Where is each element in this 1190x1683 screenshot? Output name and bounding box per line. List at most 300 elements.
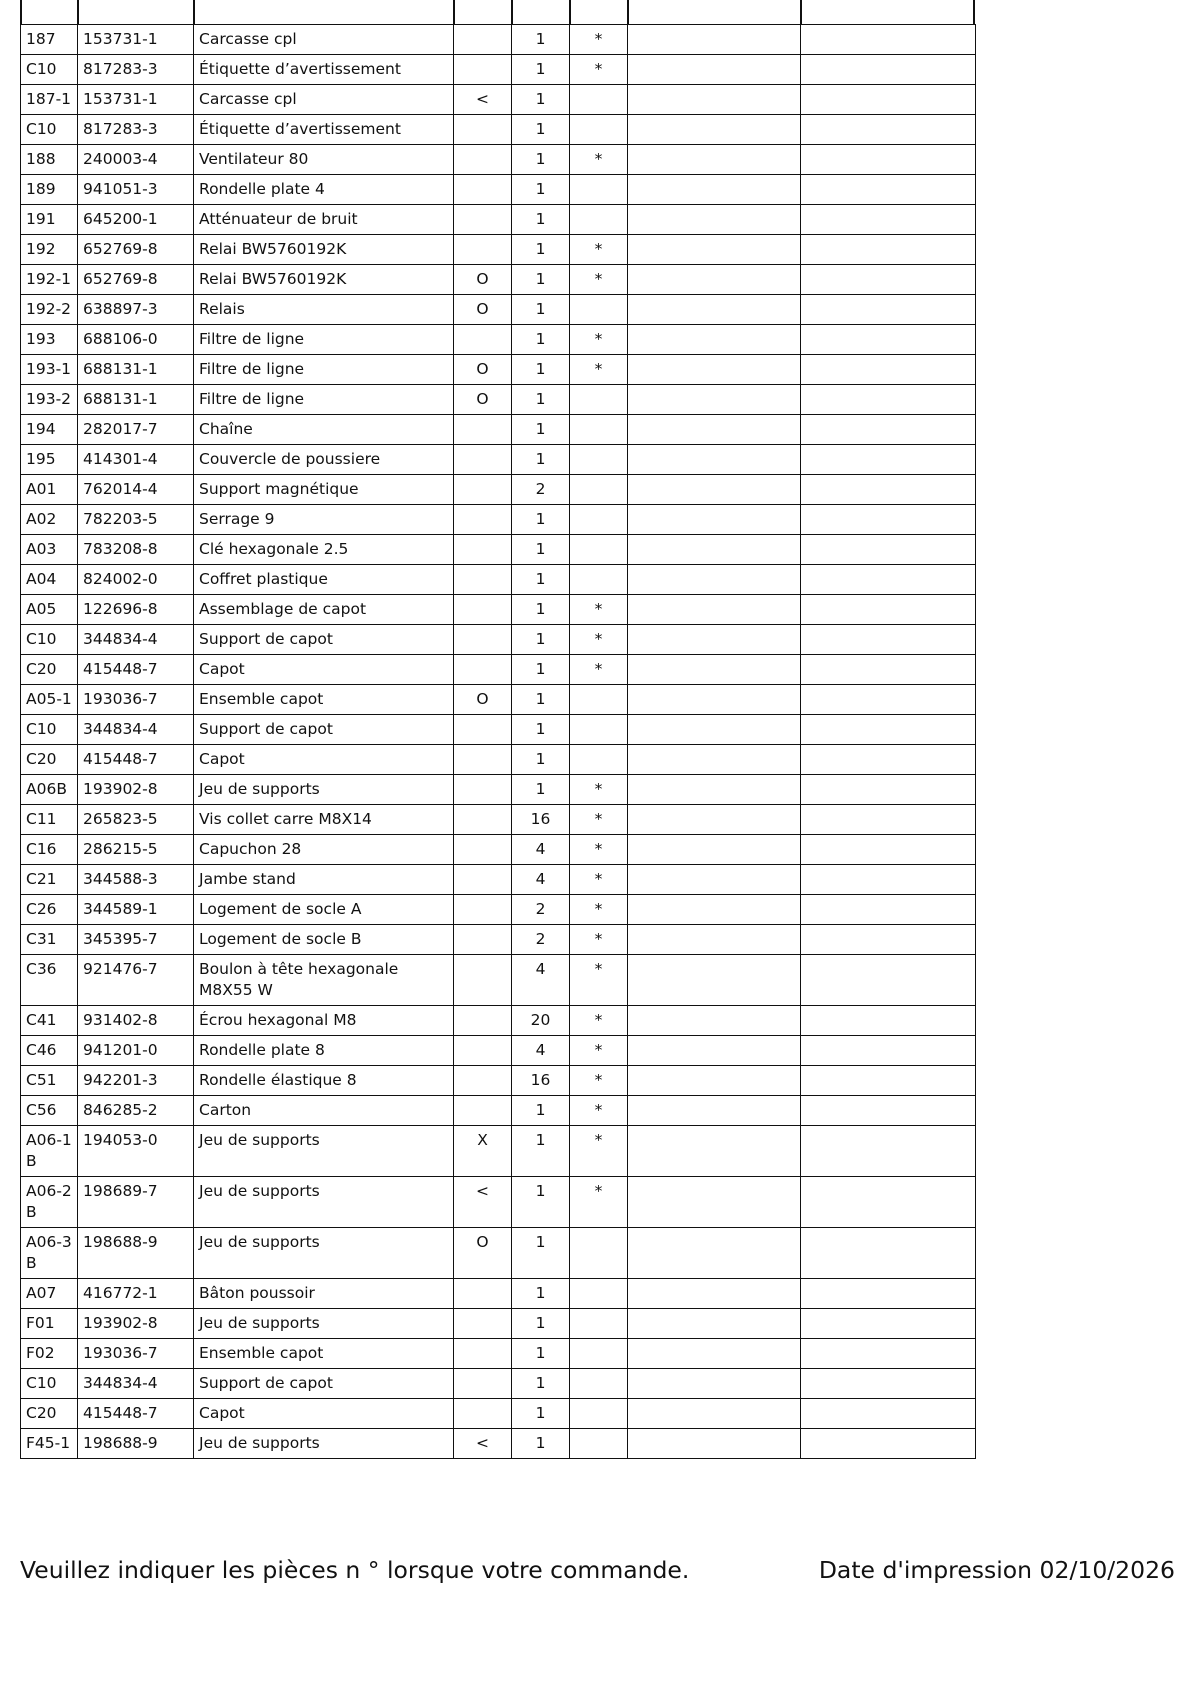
quantity-cell: 1 (512, 505, 570, 535)
description-cell: Jeu de supports (194, 1126, 454, 1177)
empty-cell (801, 715, 976, 745)
description-cell: Carcasse cpl (194, 25, 454, 55)
description-cell: Écrou hexagonal M8 (194, 1006, 454, 1036)
table-row (21, 1369, 976, 1399)
part-number-cell: 193036-7 (78, 685, 194, 715)
top-border-stub (511, 0, 513, 24)
item-number-cell: 187-1 (21, 85, 78, 115)
mark-cell (454, 235, 512, 265)
part-number-cell: 762014-4 (78, 475, 194, 505)
description-cell: Clé hexagonale 2.5 (194, 535, 454, 565)
empty-cell (628, 1339, 801, 1369)
quantity-cell: 1 (512, 175, 570, 205)
flag-cell (570, 1279, 628, 1309)
part-number-cell: 931402-8 (78, 1006, 194, 1036)
description-cell: Chaîne (194, 415, 454, 445)
part-number-cell: 415448-7 (78, 1399, 194, 1429)
empty-cell (801, 25, 976, 55)
quantity-cell: 1 (512, 1177, 570, 1228)
item-number-cell: C21 (21, 865, 78, 895)
parts-table-body (21, 25, 976, 1459)
flag-cell: * (570, 265, 628, 295)
part-number-cell: 194053-0 (78, 1126, 194, 1177)
mark-cell (454, 25, 512, 55)
part-number-cell: 783208-8 (78, 535, 194, 565)
empty-cell (628, 1096, 801, 1126)
flag-cell (570, 1399, 628, 1429)
part-number-cell: 265823-5 (78, 805, 194, 835)
empty-cell (628, 655, 801, 685)
order-note: Veuillez indiquer les pièces n ° lorsque votre commande. (20, 1556, 690, 1584)
part-number-cell: 941051-3 (78, 175, 194, 205)
description-cell: Filtre de ligne (194, 325, 454, 355)
empty-cell (628, 925, 801, 955)
empty-cell (628, 445, 801, 475)
empty-cell (628, 1177, 801, 1228)
part-number-cell: 415448-7 (78, 745, 194, 775)
quantity-cell: 1 (512, 265, 570, 295)
description-cell: Capot (194, 655, 454, 685)
description-cell: Rondelle plate 4 (194, 175, 454, 205)
quantity-cell: 1 (512, 355, 570, 385)
flag-cell: * (570, 325, 628, 355)
table-row (21, 1228, 976, 1279)
empty-cell (801, 265, 976, 295)
item-number-cell: A06-1B (21, 1126, 78, 1177)
table-row (21, 415, 976, 445)
mark-cell (454, 595, 512, 625)
flag-cell (570, 475, 628, 505)
quantity-cell: 1 (512, 205, 570, 235)
table-row (21, 25, 976, 55)
part-number-cell: 198688-9 (78, 1228, 194, 1279)
table-row (21, 235, 976, 265)
mark-cell (454, 955, 512, 1006)
flag-cell (570, 85, 628, 115)
part-number-cell: 198688-9 (78, 1429, 194, 1459)
description-cell: Serrage 9 (194, 505, 454, 535)
empty-cell (801, 1339, 976, 1369)
mark-cell: O (454, 295, 512, 325)
empty-cell (628, 25, 801, 55)
mark-cell (454, 1006, 512, 1036)
mark-cell (454, 655, 512, 685)
empty-cell (628, 385, 801, 415)
table-row (21, 715, 976, 745)
table-row (21, 205, 976, 235)
part-number-cell: 688106-0 (78, 325, 194, 355)
mark-cell (454, 535, 512, 565)
description-cell: Jambe stand (194, 865, 454, 895)
flag-cell (570, 565, 628, 595)
table-row (21, 805, 976, 835)
mark-cell (454, 1309, 512, 1339)
quantity-cell: 1 (512, 235, 570, 265)
part-number-cell: 416772-1 (78, 1279, 194, 1309)
mark-cell: O (454, 355, 512, 385)
empty-cell (801, 415, 976, 445)
description-cell: Coffret plastique (194, 565, 454, 595)
table-row (21, 955, 976, 1006)
quantity-cell: 1 (512, 655, 570, 685)
empty-cell (628, 775, 801, 805)
mark-cell (454, 505, 512, 535)
empty-cell (628, 415, 801, 445)
quantity-cell: 1 (512, 145, 570, 175)
description-cell: Capuchon 28 (194, 835, 454, 865)
empty-cell (628, 115, 801, 145)
description-cell: Logement de socle B (194, 925, 454, 955)
empty-cell (628, 1369, 801, 1399)
part-number-cell: 652769-8 (78, 235, 194, 265)
empty-cell (628, 295, 801, 325)
mark-cell (454, 625, 512, 655)
table-row (21, 1177, 976, 1228)
empty-cell (801, 115, 976, 145)
empty-cell (801, 655, 976, 685)
quantity-cell: 4 (512, 1036, 570, 1066)
empty-cell (628, 505, 801, 535)
part-number-cell: 688131-1 (78, 355, 194, 385)
item-number-cell: C51 (21, 1066, 78, 1096)
empty-cell (801, 745, 976, 775)
flag-cell (570, 745, 628, 775)
table-row (21, 175, 976, 205)
table-row (21, 1036, 976, 1066)
item-number-cell: C10 (21, 625, 78, 655)
item-number-cell: C10 (21, 715, 78, 745)
description-cell: Carton (194, 1096, 454, 1126)
description-cell: Jeu de supports (194, 1309, 454, 1339)
mark-cell: X (454, 1126, 512, 1177)
empty-cell (628, 85, 801, 115)
empty-cell (628, 235, 801, 265)
quantity-cell: 1 (512, 1309, 570, 1339)
empty-cell (628, 1066, 801, 1096)
description-cell: Ventilateur 80 (194, 145, 454, 175)
empty-cell (801, 1096, 976, 1126)
quantity-cell: 16 (512, 805, 570, 835)
table-row (21, 1006, 976, 1036)
empty-cell (801, 475, 976, 505)
item-number-cell: A06-2B (21, 1177, 78, 1228)
quantity-cell: 2 (512, 475, 570, 505)
mark-cell (454, 205, 512, 235)
empty-cell (628, 625, 801, 655)
table-row (21, 865, 976, 895)
table-row (21, 505, 976, 535)
description-cell: Support de capot (194, 625, 454, 655)
quantity-cell: 1 (512, 685, 570, 715)
empty-cell (801, 205, 976, 235)
empty-cell (801, 1369, 976, 1399)
quantity-cell: 1 (512, 625, 570, 655)
empty-cell (628, 1126, 801, 1177)
description-cell: Bâton poussoir (194, 1279, 454, 1309)
empty-cell (801, 505, 976, 535)
empty-cell (801, 1177, 976, 1228)
flag-cell: * (570, 955, 628, 1006)
description-cell: Étiquette d’avertissement (194, 55, 454, 85)
flag-cell: * (570, 1066, 628, 1096)
item-number-cell: A06-3B (21, 1228, 78, 1279)
quantity-cell: 1 (512, 1399, 570, 1429)
description-cell: Support de capot (194, 715, 454, 745)
flag-cell (570, 1228, 628, 1279)
flag-cell (570, 415, 628, 445)
empty-cell (801, 835, 976, 865)
empty-cell (628, 55, 801, 85)
flag-cell (570, 535, 628, 565)
part-number-cell: 122696-8 (78, 595, 194, 625)
description-cell: Rondelle plate 8 (194, 1036, 454, 1066)
description-cell: Couvercle de poussiere (194, 445, 454, 475)
flag-cell: * (570, 625, 628, 655)
part-number-cell: 415448-7 (78, 655, 194, 685)
quantity-cell: 1 (512, 1096, 570, 1126)
description-cell: Ensemble capot (194, 685, 454, 715)
part-number-cell: 344834-4 (78, 625, 194, 655)
item-number-cell: 191 (21, 205, 78, 235)
empty-cell (801, 85, 976, 115)
mark-cell (454, 175, 512, 205)
description-cell: Filtre de ligne (194, 385, 454, 415)
flag-cell: * (570, 835, 628, 865)
item-number-cell: C20 (21, 745, 78, 775)
description-cell: Carcasse cpl (194, 85, 454, 115)
quantity-cell: 1 (512, 775, 570, 805)
mark-cell (454, 805, 512, 835)
part-number-cell: 193902-8 (78, 775, 194, 805)
item-number-cell: A07 (21, 1279, 78, 1309)
flag-cell (570, 205, 628, 235)
flag-cell: * (570, 595, 628, 625)
table-row (21, 895, 976, 925)
mark-cell (454, 55, 512, 85)
top-border-stub (569, 0, 571, 24)
part-number-cell: 817283-3 (78, 115, 194, 145)
flag-cell: * (570, 775, 628, 805)
part-number-cell: 344589-1 (78, 895, 194, 925)
part-number-cell: 153731-1 (78, 85, 194, 115)
quantity-cell: 1 (512, 385, 570, 415)
item-number-cell: F01 (21, 1309, 78, 1339)
mark-cell (454, 1279, 512, 1309)
mark-cell (454, 1096, 512, 1126)
item-number-cell: C46 (21, 1036, 78, 1066)
table-row (21, 1279, 976, 1309)
mark-cell (454, 565, 512, 595)
flag-cell (570, 1429, 628, 1459)
item-number-cell: 192-2 (21, 295, 78, 325)
quantity-cell: 1 (512, 25, 570, 55)
part-number-cell: 344834-4 (78, 1369, 194, 1399)
empty-cell (801, 355, 976, 385)
quantity-cell: 1 (512, 1339, 570, 1369)
item-number-cell: 193-2 (21, 385, 78, 415)
parts-table (20, 24, 976, 1459)
empty-cell (628, 325, 801, 355)
part-number-cell: 941201-0 (78, 1036, 194, 1066)
mark-cell (454, 415, 512, 445)
quantity-cell: 1 (512, 715, 570, 745)
table-row (21, 655, 976, 685)
empty-cell (801, 325, 976, 355)
table-row (21, 445, 976, 475)
quantity-cell: 1 (512, 1429, 570, 1459)
empty-cell (628, 1228, 801, 1279)
item-number-cell: 192 (21, 235, 78, 265)
empty-cell (628, 1429, 801, 1459)
description-cell: Relai BW5760192K (194, 235, 454, 265)
item-number-cell: 193-1 (21, 355, 78, 385)
description-cell: Atténuateur de bruit (194, 205, 454, 235)
item-number-cell: A01 (21, 475, 78, 505)
item-number-cell: 194 (21, 415, 78, 445)
quantity-cell: 20 (512, 1006, 570, 1036)
empty-cell (801, 145, 976, 175)
empty-cell (801, 295, 976, 325)
flag-cell (570, 1369, 628, 1399)
item-number-cell: 187 (21, 25, 78, 55)
mark-cell: O (454, 685, 512, 715)
empty-cell (628, 805, 801, 835)
mark-cell (454, 835, 512, 865)
flag-cell: * (570, 145, 628, 175)
table-row (21, 685, 976, 715)
top-border-stub (77, 0, 79, 24)
item-number-cell: C31 (21, 925, 78, 955)
quantity-cell: 1 (512, 1126, 570, 1177)
flag-cell: * (570, 925, 628, 955)
empty-cell (801, 925, 976, 955)
empty-cell (628, 205, 801, 235)
part-number-cell: 414301-4 (78, 445, 194, 475)
table-row (21, 145, 976, 175)
table-row (21, 1309, 976, 1339)
top-border-stub (20, 0, 22, 24)
item-number-cell: A03 (21, 535, 78, 565)
item-number-cell: C11 (21, 805, 78, 835)
empty-cell (801, 685, 976, 715)
quantity-cell: 1 (512, 1369, 570, 1399)
empty-cell (628, 715, 801, 745)
quantity-cell: 4 (512, 955, 570, 1006)
item-number-cell: C20 (21, 1399, 78, 1429)
top-border-stub (453, 0, 455, 24)
mark-cell (454, 1339, 512, 1369)
item-number-cell: A05 (21, 595, 78, 625)
flag-cell (570, 1309, 628, 1339)
quantity-cell: 1 (512, 325, 570, 355)
item-number-cell: C36 (21, 955, 78, 1006)
part-number-cell: 344834-4 (78, 715, 194, 745)
description-cell: Jeu de supports (194, 1429, 454, 1459)
item-number-cell: C26 (21, 895, 78, 925)
mark-cell (454, 895, 512, 925)
empty-cell (801, 175, 976, 205)
quantity-cell: 16 (512, 1066, 570, 1096)
item-number-cell: A05-1 (21, 685, 78, 715)
table-row (21, 835, 976, 865)
table-row (21, 55, 976, 85)
item-number-cell: C10 (21, 115, 78, 145)
flag-cell (570, 295, 628, 325)
mark-cell (454, 475, 512, 505)
empty-cell (801, 1036, 976, 1066)
table-row (21, 85, 976, 115)
top-border-stub (800, 0, 802, 24)
table-row (21, 625, 976, 655)
item-number-cell: C10 (21, 55, 78, 85)
empty-cell (628, 475, 801, 505)
part-number-cell: 824002-0 (78, 565, 194, 595)
flag-cell: * (570, 25, 628, 55)
quantity-cell: 1 (512, 115, 570, 145)
empty-cell (628, 745, 801, 775)
empty-cell (801, 55, 976, 85)
mark-cell: O (454, 385, 512, 415)
part-number-cell: 921476-7 (78, 955, 194, 1006)
empty-cell (801, 1309, 976, 1339)
top-border-stub (627, 0, 629, 24)
quantity-cell: 1 (512, 565, 570, 595)
part-number-cell: 344588-3 (78, 865, 194, 895)
empty-cell (801, 1399, 976, 1429)
quantity-cell: 1 (512, 55, 570, 85)
description-cell: Jeu de supports (194, 1177, 454, 1228)
empty-cell (801, 1126, 976, 1177)
quantity-cell: 1 (512, 415, 570, 445)
mark-cell (454, 1399, 512, 1429)
description-cell: Rondelle élastique 8 (194, 1066, 454, 1096)
empty-cell (628, 355, 801, 385)
flag-cell: * (570, 1126, 628, 1177)
part-number-cell: 282017-7 (78, 415, 194, 445)
empty-cell (628, 865, 801, 895)
table-row (21, 325, 976, 355)
quantity-cell: 1 (512, 595, 570, 625)
flag-cell: * (570, 655, 628, 685)
table-row (21, 115, 976, 145)
part-number-cell: 688131-1 (78, 385, 194, 415)
empty-cell (628, 145, 801, 175)
part-number-cell: 645200-1 (78, 205, 194, 235)
table-row (21, 925, 976, 955)
table-row (21, 1126, 976, 1177)
table-row (21, 565, 976, 595)
empty-cell (628, 265, 801, 295)
description-cell: Jeu de supports (194, 1228, 454, 1279)
empty-cell (801, 385, 976, 415)
empty-cell (628, 685, 801, 715)
item-number-cell: C56 (21, 1096, 78, 1126)
quantity-cell: 1 (512, 1228, 570, 1279)
table-row (21, 1399, 976, 1429)
mark-cell (454, 1066, 512, 1096)
item-number-cell: 189 (21, 175, 78, 205)
empty-cell (801, 775, 976, 805)
empty-cell (628, 595, 801, 625)
flag-cell: * (570, 1006, 628, 1036)
table-row (21, 775, 976, 805)
mark-cell (454, 715, 512, 745)
empty-cell (628, 1309, 801, 1339)
quantity-cell: 1 (512, 295, 570, 325)
item-number-cell: F02 (21, 1339, 78, 1369)
description-cell: Relai BW5760192K (194, 265, 454, 295)
description-cell: Vis collet carre M8X14 (194, 805, 454, 835)
